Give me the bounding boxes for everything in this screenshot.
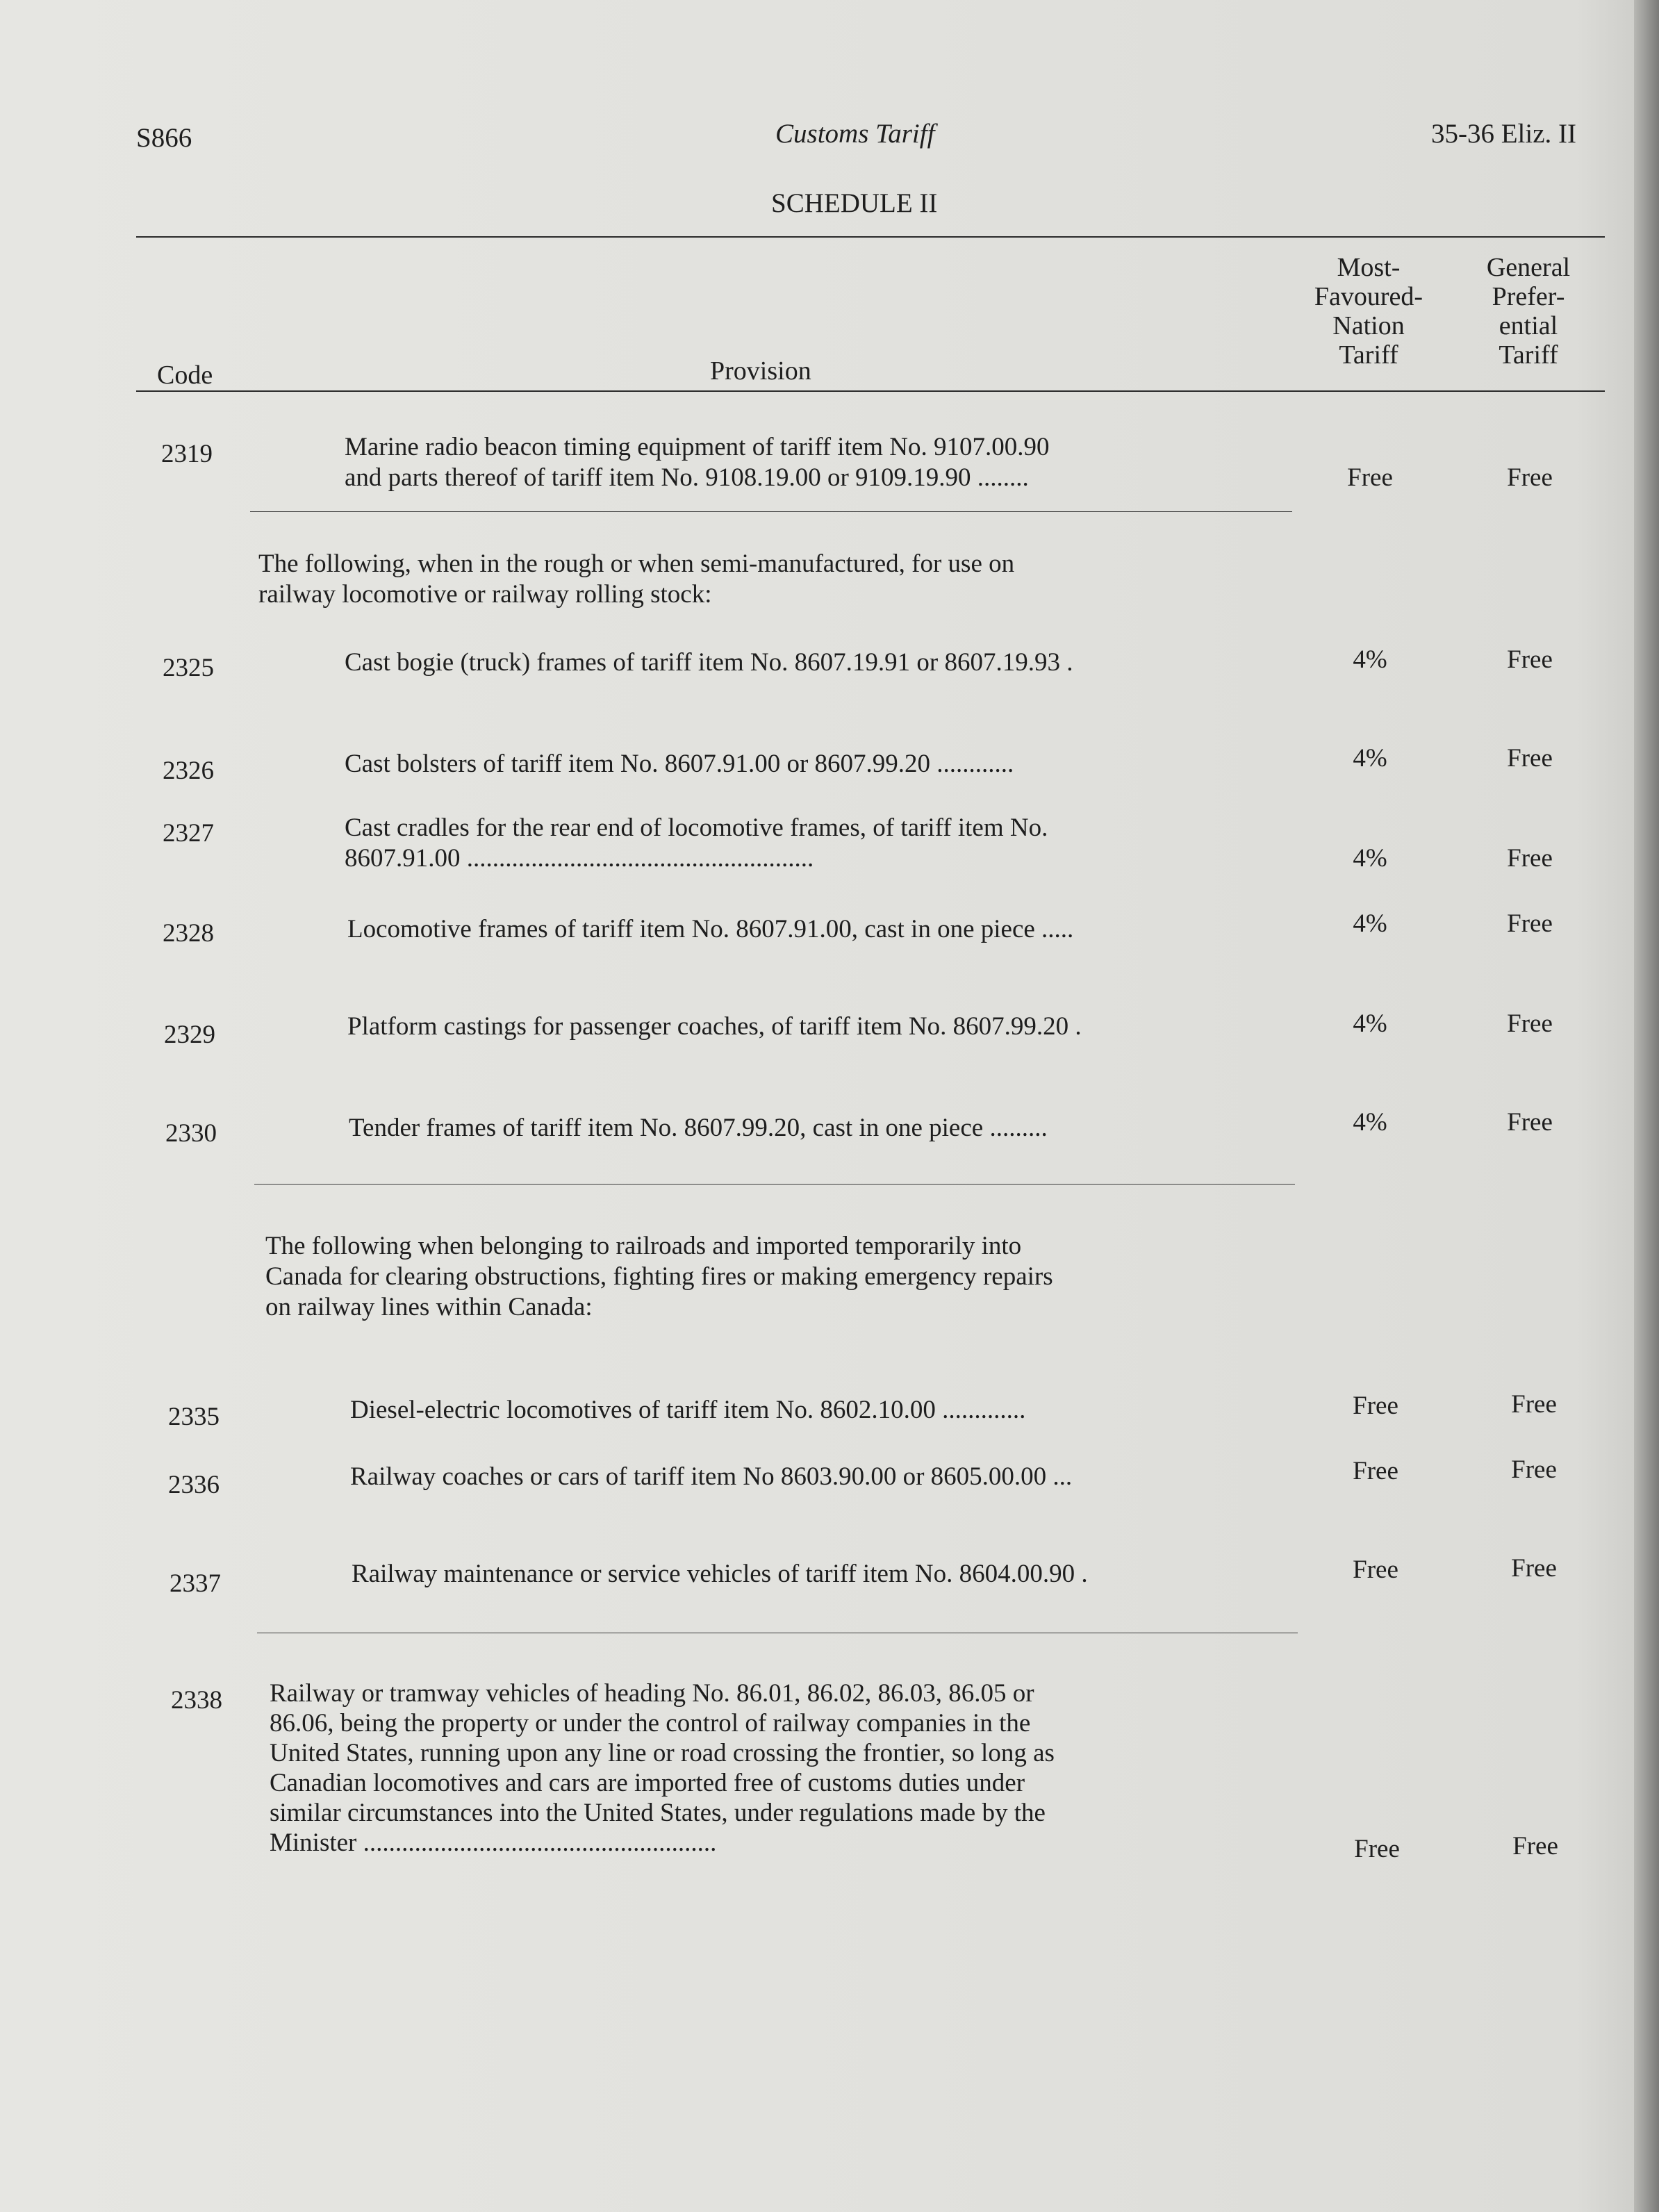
mfn-heading-line: Tariff: [1339, 340, 1398, 370]
book-spine-shadow: [1634, 0, 1659, 2212]
item-provision: [352, 1559, 1463, 1590]
item-code: 2319: [161, 440, 213, 468]
gpt-rate: Free: [1512, 1832, 1558, 1860]
section-intro: [265, 1231, 1307, 1323]
provision-line: Railway or tramway vehicles of heading No. 86.01, 86.02, 86.03, 86.05 or: [270, 1679, 1034, 1708]
item-code: 2335: [168, 1403, 220, 1431]
item-code: 2329: [164, 1021, 215, 1049]
gpt-rate: Free: [1511, 1390, 1557, 1419]
mfn-rate: Free: [1353, 1555, 1398, 1584]
item-provision: [345, 749, 1456, 779]
provision-line: Minister .......................................................: [270, 1829, 717, 1857]
gpt-rate: Free: [1507, 1108, 1553, 1137]
provision-line: similar circumstances into the United States, under regulations made by the: [270, 1799, 1046, 1827]
gpt-rate: Free: [1507, 844, 1553, 873]
item-code: 2327: [163, 819, 214, 848]
item-provision: [350, 1462, 1462, 1492]
provision-line: Cast bogie (truck) frames of tariff item No. 8607.19.91 or 8607.19.93 .: [345, 648, 1073, 677]
column-heading-mfn: [1292, 253, 1445, 370]
column-heading-provision: Provision: [710, 356, 811, 386]
item-code: 2336: [168, 1471, 220, 1499]
provision-line: Cast cradles for the rear end of locomotive frames, of tariff item No.: [345, 814, 1048, 842]
item-provision: [345, 813, 1456, 874]
provision-line: Marine radio beacon timing equipment of tariff item No. 9107.00.90: [345, 433, 1050, 461]
item-provision: [350, 1395, 1462, 1426]
column-heading-gpt: [1452, 253, 1605, 370]
header-top-rule: [136, 236, 1605, 238]
provision-line: United States, running upon any line or road crossing the frontier, so long as: [270, 1739, 1055, 1767]
gpt-rate: Free: [1507, 463, 1553, 492]
provision-line: Railway coaches or cars of tariff item No 8603.90.00 or 8605.00.00 ...: [350, 1462, 1073, 1491]
intro-line: railway locomotive or railway rolling stock:: [258, 580, 712, 609]
provision-line: Platform castings for passenger coaches, of tariff item No. 8607.99.20 .: [347, 1012, 1082, 1041]
provision-line: Diesel-electric locomotives of tariff item No. 8602.10.00 .............: [350, 1396, 1026, 1424]
item-code: 2337: [170, 1569, 221, 1598]
mfn-rate: Free: [1354, 1835, 1400, 1863]
provision-line: Cast bolsters of tariff item No. 8607.91.00 or 8607.99.20 ............: [345, 750, 1014, 778]
item-provision: [349, 1113, 1460, 1144]
provision-line: Tender frames of tariff item No. 8607.99.20, cast in one piece .........: [349, 1114, 1048, 1142]
section-divider: [254, 1184, 1295, 1185]
running-title: Customs Tariff: [775, 119, 935, 149]
mfn-rate: 4%: [1353, 744, 1387, 773]
gpt-heading-line: Tariff: [1499, 340, 1558, 370]
header-bottom-rule: [136, 390, 1605, 392]
gpt-heading-line: General: [1486, 253, 1571, 282]
item-code: 2325: [163, 654, 214, 682]
item-code: 2330: [165, 1119, 217, 1148]
provision-line: 8607.91.00 ......................................................: [345, 844, 814, 873]
mfn-rate: 4%: [1353, 1108, 1387, 1137]
item-provision: [345, 432, 1456, 493]
mfn-heading-line: Most-: [1337, 253, 1401, 282]
intro-line: on railway lines within Canada:: [265, 1293, 593, 1321]
mfn-rate: Free: [1353, 1392, 1398, 1420]
intro-line: The following, when in the rough or when semi-manufactured, for use on: [258, 550, 1015, 578]
item-code: 2338: [171, 1686, 222, 1715]
gpt-rate: Free: [1507, 645, 1553, 674]
section-intro: [258, 549, 1301, 610]
item-provision: [270, 1678, 1381, 1858]
provision-line: and parts thereof of tariff item No. 9108.19.00 or 9109.19.90 ........: [345, 463, 1029, 492]
item-provision: [345, 647, 1456, 678]
gpt-rate: Free: [1511, 1455, 1557, 1484]
intro-line: The following when belonging to railroads and imported temporarily into: [265, 1232, 1022, 1260]
schedule-title: SCHEDULE II: [771, 188, 938, 218]
mfn-rate: 4%: [1353, 909, 1387, 938]
provision-line: 86.06, being the property or under the control of railway companies in the: [270, 1709, 1031, 1738]
item-code: 2326: [163, 757, 214, 785]
gpt-rate: Free: [1507, 744, 1553, 773]
gpt-heading-line: Prefer-: [1492, 282, 1565, 311]
mfn-rate: Free: [1347, 463, 1393, 492]
mfn-rate: 4%: [1353, 1009, 1387, 1038]
item-provision: [347, 1012, 1459, 1042]
provision-line: Railway maintenance or service vehicles of tariff item No. 8604.00.90 .: [352, 1560, 1088, 1588]
mfn-rate: 4%: [1353, 844, 1387, 873]
gpt-heading-line: ential: [1499, 311, 1558, 340]
column-heading-code: Code: [157, 361, 213, 390]
item-provision: [347, 914, 1459, 945]
item-code: 2328: [163, 919, 214, 948]
mfn-heading-line: Nation: [1332, 311, 1405, 340]
gpt-rate: Free: [1511, 1554, 1557, 1583]
intro-line: Canada for clearing obstructions, fighting fires or making emergency repairs: [265, 1262, 1053, 1291]
gpt-rate: Free: [1507, 909, 1553, 938]
mfn-heading-line: Favoured-: [1314, 282, 1423, 311]
provision-line: Canadian locomotives and cars are imported free of customs duties under: [270, 1769, 1025, 1797]
page-number: S866: [136, 123, 192, 153]
mfn-rate: Free: [1353, 1457, 1398, 1485]
mfn-rate: 4%: [1353, 645, 1387, 674]
regnal-year: 35-36 Eliz. II: [1431, 119, 1577, 149]
gpt-rate: Free: [1507, 1009, 1553, 1038]
section-divider: [250, 511, 1292, 512]
provision-line: Locomotive frames of tariff item No. 8607.91.00, cast in one piece .....: [347, 915, 1074, 943]
